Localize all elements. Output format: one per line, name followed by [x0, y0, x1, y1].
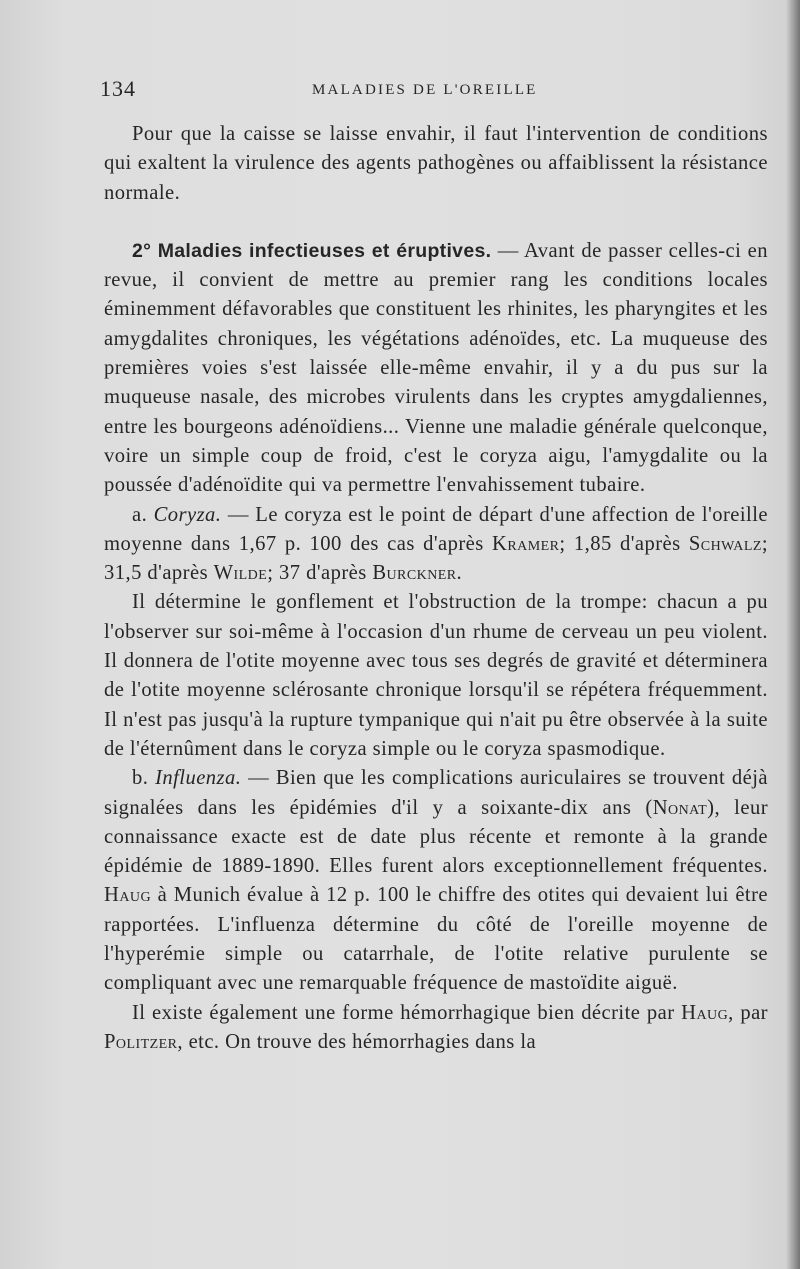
author-haug: Haug [104, 884, 152, 907]
list-label-b: b. [132, 767, 156, 790]
paragraph-2-text: — Avant de passer celles-ci en revue, il convient de mettre au premier rang les conditions locales éminemment défavorables que constituent les rhinites, les pharyngites et les amygdalites chroniques, les végétations adénoïdes, etc. La muqueuse des premières voies s'est laissée elle-même envahir, il y a du pus sur la muqueuse nasale, des microbes virulents dans les cryptes amygdaliennes, entre les bourgeons adénoïdiens... Vienne une maladie générale quelconque, voire un simple coup de froid, c'est le coryza aigu, l'amygdalite ou la poussée d'adénoïdite qui va permettre l'envahissement tubaire. [104, 239, 768, 497]
section-heading: 2° Maladies infectieuses et éruptives. [132, 239, 492, 262]
paragraph-1-text: Pour que la caisse se laisse envahir, il faut l'intervention de conditions qui exaltent la virulence des agents pathogènes ou affaiblissent la résistance normale. [104, 123, 768, 204]
page-edge-shadow [786, 0, 800, 1269]
page-header [100, 76, 770, 106]
coryza-text-a: — Le coryza est le point de départ d'une affection de l'oreille moyenne dans 1,67 p. 100 des cas d'après [104, 503, 768, 555]
paragraph-6-text-c: , etc. On trouve des hémorrhagies dans la [177, 1030, 537, 1053]
page-number: 134 [100, 76, 136, 101]
author-haug-2: Haug [681, 1001, 729, 1024]
paragraph-6-text-b: , par [728, 1001, 768, 1024]
term-coryza: Coryza. [153, 503, 222, 526]
paragraph-4 [104, 588, 768, 764]
running-title: MALADIES DE L'OREILLE [312, 82, 538, 98]
body-text [104, 120, 768, 1057]
coryza-text-e: . [456, 562, 463, 585]
paragraph-4-text: Il détermine le gonflement et l'obstruction de la trompe: chacun a pu l'observer sur soi-même à l'occasion d'un rhume de cerveau un peu violent. Il donnera de l'otite moyenne avec tous ses degrés de gravité et déterminera de l'otite moyenne sclérosante chronique lorsqu'il se répétera fréquemment. Il n'est pas jusqu'à la rupture tympanique qui n'ait pu être observée à la suite de l'éternûment dans le coryza simple ou le coryza spasmodique. [104, 591, 768, 760]
author-kramer: Kramer [492, 532, 560, 555]
paragraph-influenza [104, 764, 768, 998]
paragraph-6-text-a: Il existe également une forme hémorrhagique bien décrite par [132, 1001, 682, 1024]
coryza-text-d: ; 37 d'après [267, 562, 373, 585]
influenza-text-a: — Bien que les complications auriculaires se trouvent déjà signalées dans les épidémies d'il y a soixante-dix ans ( [104, 767, 768, 819]
author-nonat: Nonat [652, 796, 708, 819]
influenza-text-c: à Munich évalue à 12 p. 100 le chiffre des otites qui devaient lui être rapportées. L'influenza détermine du côté de l'oreille moyenne de l'hyperémie simple ou catarrhale, de l'otite relative purulente se compliquant avec une remarquable fréquence de mastoïdite aiguë. [104, 884, 768, 995]
paragraph-1 [104, 120, 768, 208]
coryza-text-b: ; 1,85 d'après [559, 532, 689, 555]
paragraph-6 [104, 999, 768, 1058]
paragraph-coryza [104, 501, 768, 589]
list-label-a: a. [132, 503, 154, 526]
influenza-text-b: ), leur connaissance exacte est de date plus récente et remonte à la grande épidémie de 1889-1890. Elles furent alors exceptionnellement fréquentes. [104, 796, 768, 878]
author-wilde: Wilde [213, 562, 268, 585]
coryza-text-c: ; 31,5 d'après [104, 532, 769, 585]
term-influenza: Influenza. [155, 767, 242, 790]
paragraph-2 [104, 237, 768, 501]
author-burckner: Burckner [372, 562, 457, 585]
author-schwalz: Schwalz [688, 532, 762, 555]
author-politzer: Politzer [104, 1030, 178, 1053]
